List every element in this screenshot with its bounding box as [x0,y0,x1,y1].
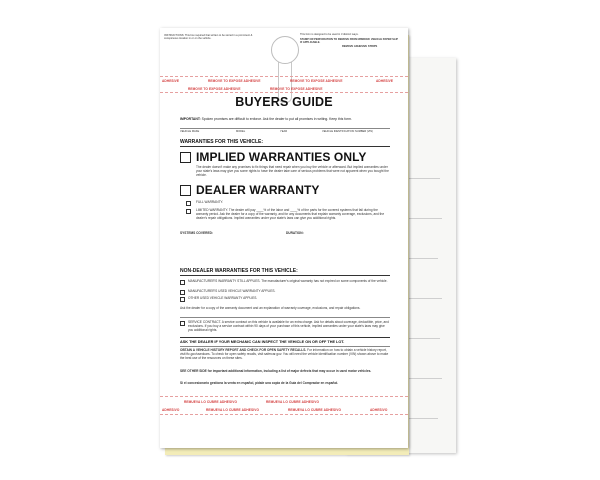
important-note [180,117,390,121]
divider [180,146,390,147]
history-block [180,349,390,361]
spanish-adhesive-label: ADHESIVO [370,408,388,412]
adhesive-label: ADHESIVE [376,79,394,83]
adhesive-strip-bottom [160,414,408,416]
adhesive-remove-label: REMOVE TO EXPOSE ADHESIVE [290,79,343,83]
duration-label: DURATION: [286,231,304,235]
adhesive-remove-label: REMOVE TO EXPOSE ADHESIVE [208,79,261,83]
systems-covered-label: SYSTEMS COVERED: [180,231,213,235]
dealer-warranty-heading: DEALER WARRANTY [196,183,320,197]
adhesive-strip-bottom [160,396,408,398]
page-title: BUYERS GUIDE [235,95,333,109]
other-used-text: OTHER USED VEHICLE WARRANTY APPLIES. [188,296,258,300]
important-label: IMPORTANT: [180,117,201,121]
implied-warranty-heading: IMPLIED WARRANTIES ONLY [196,150,367,164]
service-contract-text: SERVICE CONTRACT. A service contract on this vehicle is available for an extra charge. Ask for details about coverage, deductible, price, and exclusions. If you buy a service contract within 90 days of your purchase of this vehicle, implied warranties under your state's laws may give you additional rights. [188,320,389,332]
divider [180,317,390,318]
important-text: Spoken promises are difficult to enforce. Ask the dealer to put all promises in writing. Keep this form. [201,117,352,121]
implied-warranty-text: The dealer doesn't make any promises to fix things that need repair when you buy the vehicle or afterward. But implied warranties under your state's laws may give you some rights to have the dealer take care of serious problems that were not apparent when you bought the vehicle. [196,165,389,177]
spanish-adhesive-remove: REMUEVA LO CUBRE ADHESIVO [184,400,238,404]
adhesive-remove-label: REMOVE TO EXPOSE ADHESIVE [188,87,241,91]
notice-right: STAMP OR PERFORATION TO REMOVE FROM WINDOW. VEHICLE PAPER SLIP IF APPLICABLE. [300,38,398,45]
manufacturer-still-text: MANUFACTURER'S WARRANTY STILL APPLIES. The manufacturer's original warranty has not expired on some components of the vehicle. [188,279,388,283]
adhesive-remove-label: REMOVE TO EXPOSE ADHESIVE [270,87,323,91]
field-model: MODEL [236,130,246,133]
instructions-text: INSTRUCTIONS: This box required that written to be stored in a prominent & conspicuous location in or on the vehicle. [164,34,253,41]
spanish-adhesive-remove: REMUEVA LO CUBRE ADHESIVO [288,408,342,412]
full-warranty-checkbox[interactable] [186,201,191,206]
manufacturer-used-text: MANUFACTURER'S USED VEHICLE WARRANTY APPLIES. [188,289,276,293]
see-other-side-text: SEE OTHER SIDE for important additional information, including a list of major defects that may occur in used motor vehicles. [180,369,372,373]
limited-warranty-checkbox[interactable] [186,209,191,214]
divider [180,128,390,129]
adhesive-strip-top [160,76,408,78]
spanish-text: Si el concesionario gestiona la venta en español, pídale una copia de la Guía del Comprador en español. [180,381,339,385]
implied-warranty-checkbox[interactable] [180,152,191,163]
remove-strips-label: REMOVE ADHESIVE STRIPS [342,45,378,48]
ask-mechanic-text: ASK THE DEALER IF YOUR MECHANIC CAN INSPECT THE VEHICLE ON OR OFF THE LOT. [180,340,345,344]
field-vin: VEHICLE IDENTIFICATION NUMBER (VIN) [322,130,373,133]
notice-top: This form is designed to be used in 3 distinct ways. [300,33,359,36]
history-text: For information on how to obtain a vehicle history report, visit ftc.gov/usedcars. To check for open safety recalls, visit safercar.gov. You will need the vehicle identification number (VIN) shown above to make the best use of the resources on these sites. [180,348,389,360]
ask-copy-text: Ask the dealer for a copy of the warranty document and an explanation of warranty coverage, exclusions, and repair obligations. [180,306,361,310]
service-contract-checkbox[interactable] [180,321,185,326]
warranties-heading: WARRANTIES FOR THIS VEHICLE: [180,139,264,145]
field-year: YEAR [280,130,288,133]
manufacturer-used-checkbox[interactable] [180,290,185,295]
limited-warranty-text: LIMITED WARRANTY. The dealer will pay ____% of the labor and ____% of the parts for the covered systems that fail during the warranty period. Ask the dealer for a copy of the warranty, and for any documents that explain warranty coverage, exclusions, and the dealer's repair obligations. Implied warranties under your state's laws can give you additional rights. [196,208,385,220]
adhesive-strip-top [160,92,408,94]
manufacturer-still-checkbox[interactable] [180,280,185,285]
other-used-checkbox[interactable] [180,297,185,302]
hanger-hole [271,36,299,64]
history-heading: OBTAIN A VEHICLE HISTORY REPORT AND CHECK FOR OPEN SAFETY RECALLS. [180,348,307,352]
spanish-adhesive-remove: REMUEVA LO CUBRE ADHESIVO [206,408,260,412]
spanish-adhesive-label: ADHESIVO [162,408,180,412]
buyers-guide-form [160,28,408,448]
dealer-warranty-checkbox[interactable] [180,185,191,196]
divider [180,337,390,338]
divider [180,275,390,276]
spanish-adhesive-remove: REMUEVA LO CUBRE ADHESIVO [266,400,320,404]
adhesive-label: ADHESIVE [162,79,180,83]
full-warranty-label: FULL WARRANTY. [196,200,224,204]
non-dealer-heading: NON-DEALER WARRANTIES FOR THIS VEHICLE: [180,268,298,274]
field-vehicle-make: VEHICLE MAKE [180,130,200,133]
divider [180,346,390,347]
